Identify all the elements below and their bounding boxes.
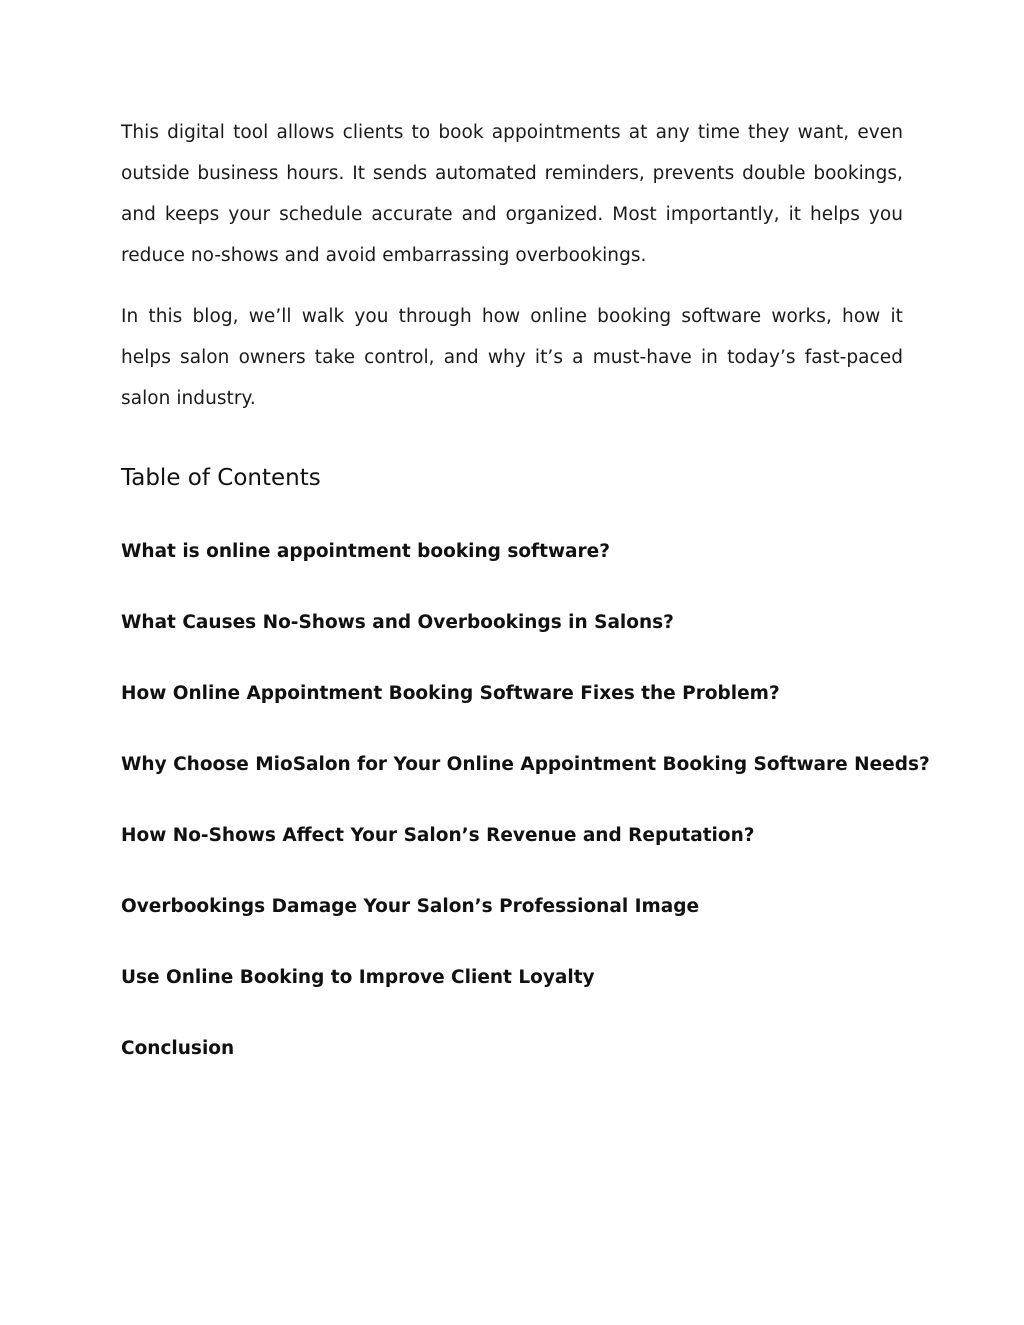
toc-item: What Causes No-Shows and Overbookings in Salons? bbox=[121, 612, 674, 633]
toc-item: Overbookings Damage Your Salon’s Professional Image bbox=[121, 896, 700, 917]
toc-list bbox=[121, 537, 930, 1064]
toc-item: What is online appointment booking software? bbox=[121, 541, 610, 562]
toc-item: Why Choose MioSalon for Your Online Appointment Booking Software Needs? bbox=[121, 754, 930, 775]
toc-item: How No-Shows Affect Your Salon’s Revenue and Reputation? bbox=[121, 825, 755, 846]
intro-paragraph: In this blog, we’ll walk you through how online booking software works, how it helps salon owners take control, and why it’s a must-have in today’s fast-paced salon industry. bbox=[121, 306, 903, 409]
toc-item: How Online Appointment Booking Software Fixes the Problem? bbox=[121, 683, 780, 704]
toc-heading: Table of Contents bbox=[121, 465, 321, 491]
document-page bbox=[121, 112, 930, 1064]
toc-item: Conclusion bbox=[121, 1038, 235, 1059]
intro-paragraph: This digital tool allows clients to book appointments at any time they want, even outside business hours. It sends automated reminders, prevents double bookings, and keeps your schedule accurate and organized. Most importantly, it helps you reduce no-shows and avoid embarrassing overbookings. bbox=[121, 122, 903, 266]
toc-item: Use Online Booking to Improve Client Loyalty bbox=[121, 967, 595, 988]
